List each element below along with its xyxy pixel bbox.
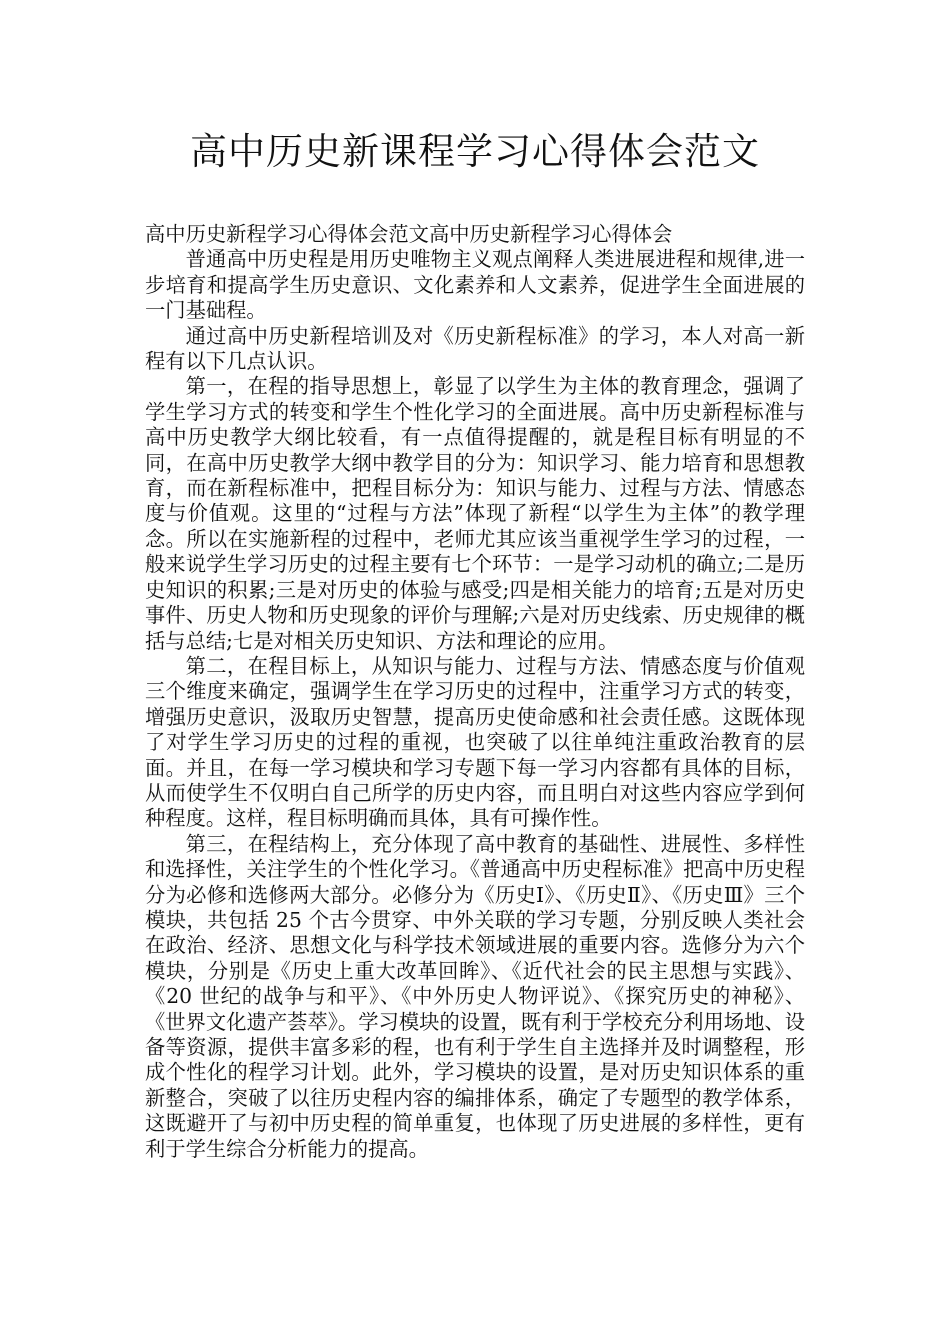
body-paragraph-second-point: 第二，在程目标上，从知识与能力、过程与方法、情感态度与价值观三个维度来确定，强调学生在学习历史的过程中，注重学习方式的转变，增强历史意识，汲取历史智慧，提高历史使命感和社会责任感。这既体现了对学生学习历史的过程的重视，也突破了以往单纯注重政治教育的层面。并且，在每一学习模块和学习专题下每一学习内容都有具体的目标，从而使学生不仅明白自己所学的历史内容，而且明白对这些内容应学到何种程度。这样，程目标明确而具体，具有可操作性。 [145,653,805,831]
subtitle-paragraph: 高中历史新程学习心得体会范文高中历史新程学习心得体会 [145,222,673,246]
body-paragraph-overview: 通过高中历史新程培训及对《历史新程标准》的学习，本人对高一新程有以下几点认识。 [145,323,805,374]
body-paragraph-third-point: 第三，在程结构上，充分体现了高中教育的基础性、进展性、多样性和选择性，关注学生的个性化学习。《普通高中历史程标准》把高中历史程分为必修和选修两大部分。必修分为《历史Ⅰ》、《历史Ⅱ》、《历史Ⅲ》三个模块，共包括 25 个古今贯穿、中外关联的学习专题，分别反映人类社会在政治、经济、思想文化与科学技术领域进展的重要内容。选修分为六个模块，分别是《历史上重大改革回眸》、《近代社会的民主思想与实践》、《20 世纪的战争与和平》、《中外历史人物评说》、《探究历史的神秘》、《世界文化遗产荟萃》。学习模块的设置，既有利于学校充分利用场地、设备等资源，提供丰富多彩的程，也有利于学生自主选择并及时调整程，形成个性化的程学习计划。此外，学习模块的设置，是对历史知识体系的重新整合，突破了以往历史程内容的编排体系，确定了专题型的教学体系，这既避开了与初中历史程的简单重复，也体现了历史进展的多样性，更有利于学生综合分析能力的提高。 [145,831,805,1161]
body-paragraph-intro: 普通高中历史程是用历史唯物主义观点阐释人类进展进程和规律,进一步培育和提高学生历史意识、文化素养和人文素养，促进学生全面进展的一门基础程。 [145,247,805,323]
document-title: 高中历史新课程学习心得体会范文 [190,130,760,173]
document-body [145,222,805,1162]
body-paragraph-first-point: 第一，在程的指导思想上，彰显了以学生为主体的教育理念，强调了学生学习方式的转变和学生个性化学习的全面进展。高中历史新程标准与高中历史教学大纲比较看，有一点值得提醒的，就是程目标有明显的不同，在高中历史教学大纲中教学目的分为：知识学习、能力培育和思想教育，而在新程标准中，把程目标分为：知识与能力、过程与方法、情感态度与价值观。这里的“过程与方法”体现了新程“以学生为主体”的教学理念。所以在实施新程的过程中，老师尤其应该当重视学生学习的过程，一般来说学生学习历史的过程主要有七个环节：一是学习动机的确立;二是历史知识的积累;三是对历史的体验与感受;四是相关能力的培育;五是对历史事件、历史人物和历史现象的评价与理解;六是对历史线索、历史规律的概括与总结;七是对相关历史知识、方法和理论的应用。 [145,374,805,653]
